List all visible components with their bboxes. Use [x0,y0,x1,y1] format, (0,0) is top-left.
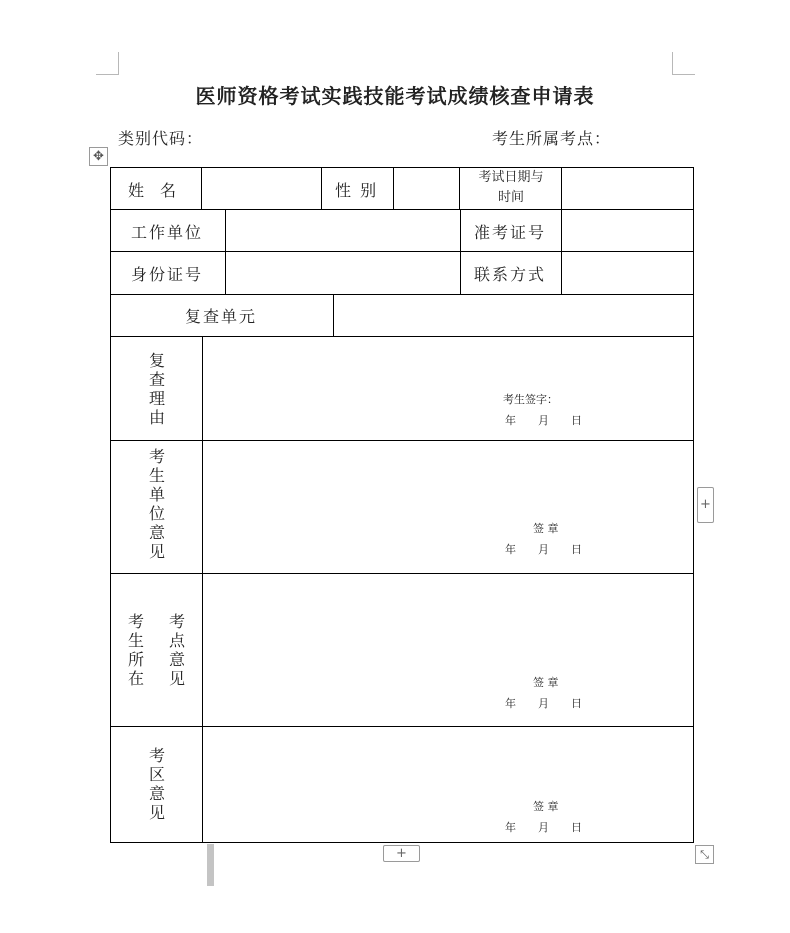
document-title: 医师资格考试实践技能考试成绩核查申请表 [195,84,595,108]
contact-field[interactable] [562,252,693,294]
table-rule [459,167,460,209]
contact-label: 联系方式 [474,265,547,284]
table-border [110,167,111,843]
gender-field[interactable] [394,168,459,209]
table-move-icon[interactable]: ✥ [89,147,108,166]
unit-seal-label: 签 章 [533,522,559,535]
site-opinion-field[interactable] [203,574,693,726]
table-border [693,167,694,843]
table-rule [460,209,461,294]
id-no-field[interactable] [226,252,460,294]
category-code-label: 类别代码： [118,129,204,148]
work-unit-field[interactable] [226,210,460,251]
admission-no-field[interactable] [562,210,693,251]
district-opinion-field[interactable] [203,727,693,842]
review-reason-field[interactable] [203,337,693,440]
name-field[interactable] [202,168,321,209]
district-opinion-label: 考区意见 [148,746,165,822]
add-row-button[interactable]: + [383,845,420,862]
district-seal-label: 签 章 [533,800,559,813]
site-opinion-label-col2: 考点意见 [168,612,185,688]
site-seal-label: 签 章 [533,676,559,689]
candidate-signature-label: 考生签字： [503,393,558,406]
add-column-button[interactable]: + [697,487,714,523]
site-opinion-label-col1: 考生所在 [127,612,144,688]
work-unit-label: 工作单位 [131,223,204,242]
unit-opinion-label: 考生单位意见 [148,447,165,561]
table-rule [321,167,322,209]
review-unit-field[interactable] [334,295,693,336]
unit-opinion-field[interactable] [203,441,693,573]
gender-label: 性 别 [335,181,379,200]
table-resize-icon[interactable]: ⤡ [695,845,714,864]
scroll-indicator [207,844,214,886]
page-corner-mark [672,52,695,75]
exam-site-label: 考生所属考点： [492,129,612,148]
name-label: 姓 名 [128,181,177,200]
exam-datetime-field[interactable] [562,168,693,209]
page-corner-mark [96,52,119,75]
review-unit-label: 复查单元 [185,307,258,326]
table-border [110,842,694,843]
district-date-label: 年 月 日 [505,821,582,834]
unit-date-label: 年 月 日 [505,543,582,556]
reason-date-label: 年 月 日 [505,414,582,427]
review-reason-label: 复查理由 [148,351,165,427]
site-date-label: 年 月 日 [505,697,582,710]
id-no-label: 身份证号 [131,265,204,284]
admission-no-label: 准考证号 [474,223,547,242]
exam-datetime-label: 考试日期与 时间 [478,170,544,205]
